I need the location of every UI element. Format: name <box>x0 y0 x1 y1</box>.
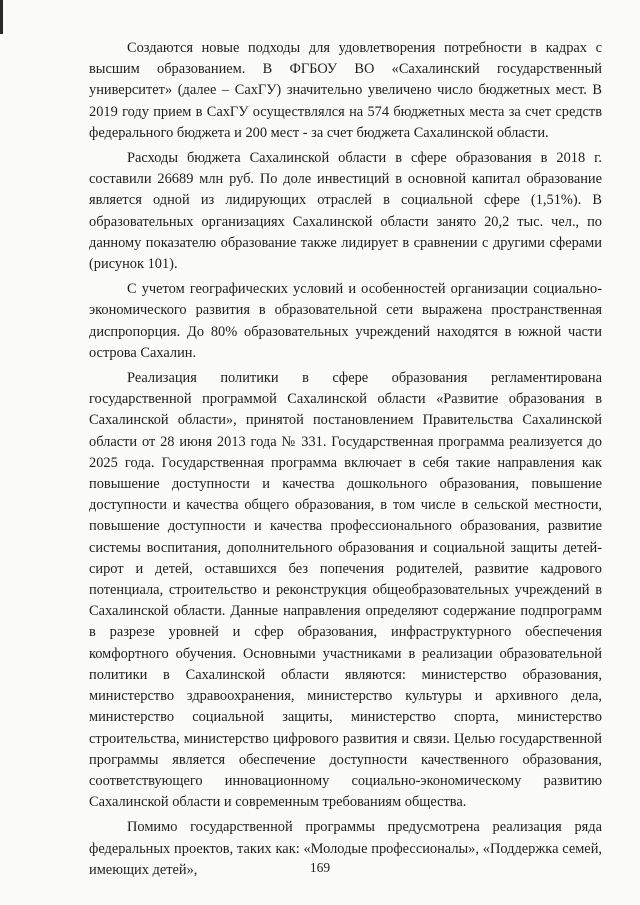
paragraph-1: Создаются новые подходы для удовлетворения потребности в кадрах с высшим образованием. В ФГБОУ ВО «Сахалинский государственный университет» (далее – СахГУ) значительно увеличено число бюджетных мест. В 2019 году прием в СахГУ осуществлялся на 574 бюджетных места за счет средств федерального бюджета и 200 мест - за счет бюджета Сахалинской области. <box>89 40 602 141</box>
scan-edge-mark <box>0 0 3 34</box>
paragraph-4: Реализация политики в сфере образования регламентирована государственной программой Сахалинской области «Развитие образования в Сахалинской области», принятой постановлением Правительства Сахалинской области от 28 июня 2013 года № 331. Государственная программа реализуется до 2025 года. Государственная программа включает в себя такие направления как повышение доступности и качества дошкольного образования, повышение доступности и качества общего образования, в том числе в сельской местности, повышение доступности и качества профессионального образования, развитие системы воспитания, дополнительного образования и социальной защиты детей-сирот и детей, оставшихся без попечения родителей, развитие кадрового потенциала, строительство и реконструкция общеобразовательных учреждений в Сахалинской области. Данные направления определяют содержание подпрограмм в разрезе уровней и сфер образования, инфраструктурного обеспечения комфортного обучения. Основными участниками в реализации образовательной политики в Сахалинской области являются: министерство образования, министерство здравоохранения, министерство культуры и архивного дела, министерство социальной защиты, министерство спорта, министерство строительства, министерство цифрового развития и связи. Целью государственной программы является обеспечение доступности качественного образования, соответствующего инновационному социально-экономическому развитию Сахалинской области и современным требованиям общества. <box>89 370 602 811</box>
paragraph-2: Расходы бюджета Сахалинской области в сфере образования в 2018 г. составили 26689 млн руб. По доле инвестиций в основной капитал образование является одной из лидирующих отраслей в социальной сфере (1,51%). В образовательных организациях Сахалинской области занято 20,2 тыс. чел., по данному показателю образование также лидирует в сравнении с другими сферами (рисунок 101). <box>89 150 602 273</box>
page-number: 169 <box>309 860 331 875</box>
paragraph-3: С учетом географических условий и особенностей организации социально-экономического развития в образовательной сети выражена пространственная диспропорция. До 80% образовательных учреждений находятся в южной части острова Сахалин. <box>89 281 602 361</box>
paragraph-5: Помимо государственной программы предусмотрена реализация ряда федеральных проектов, таких как: «Молодые профессионалы», «Поддержка семей, имеющих детей», <box>89 819 602 878</box>
body-text <box>89 38 602 885</box>
